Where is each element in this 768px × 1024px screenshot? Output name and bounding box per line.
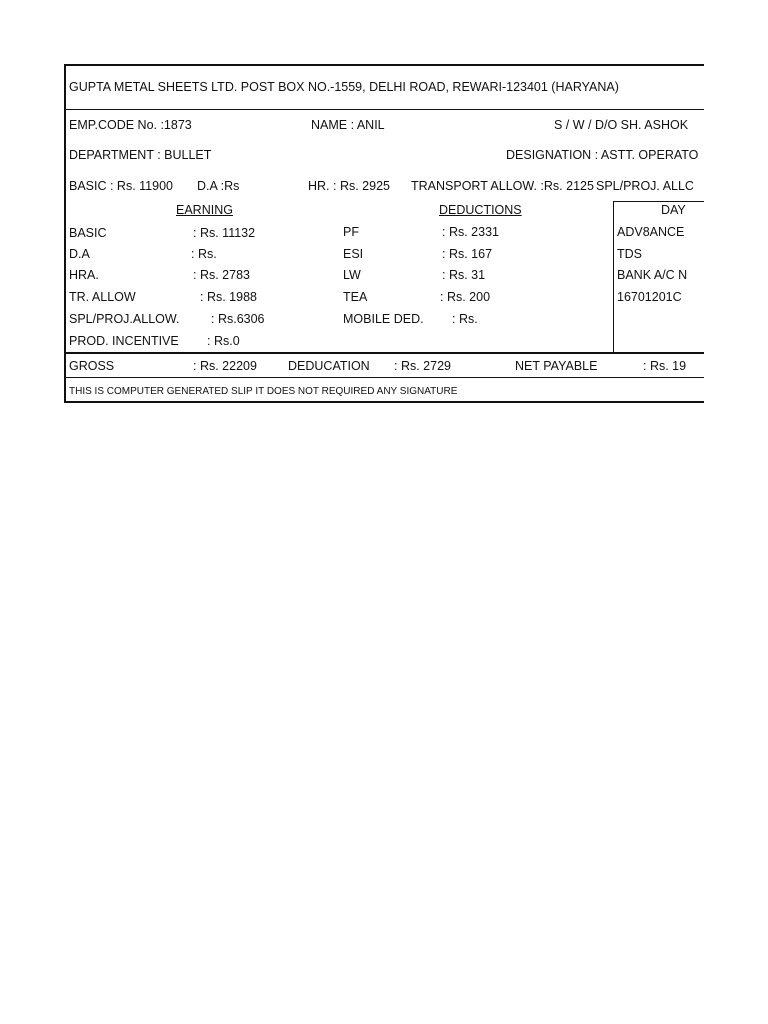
employee-name: NAME : ANIL bbox=[311, 118, 385, 132]
deduction-value: : Rs. 167 bbox=[442, 247, 493, 261]
deduction-total-value: : Rs. 2729 bbox=[394, 359, 451, 373]
deduction-value: : Rs. bbox=[452, 312, 478, 326]
employee-relation: S / W / D/O SH. ASHOK bbox=[554, 118, 689, 132]
company-header: GUPTA METAL SHEETS LTD. POST BOX NO.-1559, DELHI ROAD, REWARI-123401 (HARYANA) bbox=[69, 80, 619, 94]
department: DEPARTMENT : BULLET bbox=[69, 148, 212, 162]
days-heading: DAY bbox=[661, 203, 686, 217]
earning-label: D.A bbox=[69, 247, 90, 261]
deduction-total-label: DEDUCATION bbox=[288, 359, 370, 373]
emp-code: EMP.CODE No. :1873 bbox=[69, 118, 192, 132]
net-payable-label: NET PAYABLE bbox=[515, 359, 598, 373]
days-item: BANK A/C N bbox=[617, 268, 688, 282]
deduction-label: MOBILE DED. bbox=[343, 312, 424, 326]
net-payable-value: : Rs. 19 bbox=[643, 359, 687, 373]
earning-label: BASIC bbox=[69, 226, 107, 240]
deduction-label: TEA bbox=[343, 290, 368, 304]
designation: DESIGNATION : ASTT. OPERATO bbox=[506, 148, 699, 162]
earning-value: : Rs.0 bbox=[207, 334, 240, 348]
earning-heading: EARNING bbox=[176, 203, 233, 217]
rate-transport: TRANSPORT ALLOW. :Rs. 2125 bbox=[411, 179, 594, 193]
earning-value: : Rs. 11132 bbox=[193, 226, 256, 240]
earning-value: : Rs. bbox=[191, 247, 217, 261]
divider bbox=[66, 109, 704, 110]
days-item: ADV8ANCE bbox=[617, 225, 685, 239]
earning-value: : Rs. 1988 bbox=[200, 290, 257, 304]
salary-slip bbox=[64, 64, 704, 403]
rate-basic: BASIC : Rs. 11900 bbox=[69, 179, 173, 193]
earning-label: TR. ALLOW bbox=[69, 290, 136, 304]
deduction-value: : Rs. 31 bbox=[442, 268, 486, 282]
divider bbox=[66, 377, 704, 378]
deduction-label: ESI bbox=[343, 247, 364, 261]
earning-label: SPL/PROJ.ALLOW. bbox=[69, 312, 180, 326]
deduction-label: PF bbox=[343, 225, 359, 239]
rate-hr: HR. : Rs. 2925 bbox=[308, 179, 390, 193]
earning-value: : Rs.6306 bbox=[211, 312, 265, 326]
rate-da: D.A :Rs bbox=[197, 179, 240, 193]
deduction-value: : Rs. 200 bbox=[440, 290, 491, 304]
gross-label: GROSS bbox=[69, 359, 115, 373]
earning-value: : Rs. 2783 bbox=[193, 268, 250, 282]
footer-note: THIS IS COMPUTER GENERATED SLIP IT DOES NOT REQUIRED ANY SIGNATURE bbox=[69, 386, 458, 397]
deduction-label: LW bbox=[343, 268, 361, 282]
days-item: TDS bbox=[617, 247, 642, 261]
days-item: 16701201C bbox=[617, 290, 682, 304]
divider bbox=[66, 352, 704, 354]
deduction-value: : Rs. 2331 bbox=[442, 225, 499, 239]
earning-label: PROD. INCENTIVE bbox=[69, 334, 179, 348]
rate-spl: SPL/PROJ. ALLC bbox=[596, 179, 694, 193]
deductions-heading: DEDUCTIONS bbox=[439, 203, 522, 217]
gross-value: : Rs. 22209 bbox=[193, 359, 257, 373]
earning-label: HRA. bbox=[69, 268, 99, 282]
